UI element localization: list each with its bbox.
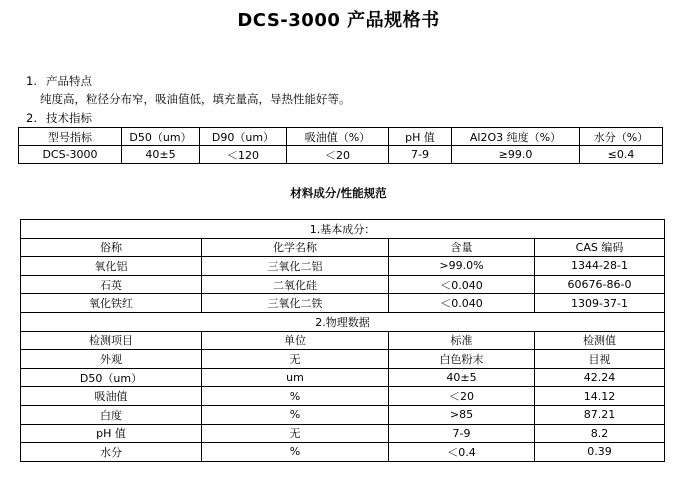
header-cell: 标准: [389, 331, 535, 350]
header-cell: 检测项目: [21, 331, 202, 350]
table-cell: DCS-3000: [19, 146, 122, 164]
table-row: [21, 424, 665, 443]
section-title: 技术指标: [46, 111, 92, 125]
header-cell: 吸油值（%）: [287, 128, 389, 146]
table-cell: %: [202, 443, 389, 462]
table-cell: 60676-86-0: [535, 275, 665, 294]
section-number: 2.: [26, 111, 37, 125]
table-cell: 无: [202, 424, 389, 443]
table-cell: D50（um）: [21, 368, 202, 387]
table-cell: 石英: [21, 275, 202, 294]
table-cell: >99.0%: [389, 257, 535, 276]
section-features-heading: [26, 74, 92, 88]
table-cell: 氧化铝: [21, 257, 202, 276]
table-row: [21, 405, 665, 424]
table-cell: 白色粉末: [389, 350, 535, 369]
section-specs-heading: [26, 111, 92, 125]
section-title-row: [21, 312, 665, 331]
table-cell: 14.12: [535, 387, 665, 406]
table-cell: 87.21: [535, 405, 665, 424]
header-cell: 俗称: [21, 238, 202, 257]
table-cell: ＜120: [200, 146, 287, 164]
table-row: [21, 387, 665, 406]
table-cell: 0.39: [535, 443, 665, 462]
table-header-row: [19, 128, 663, 146]
table-header-row: [21, 238, 665, 257]
table-cell: ＜20: [287, 146, 389, 164]
table-cell: 三氧化二铁: [202, 294, 389, 313]
table-cell: >85: [389, 405, 535, 424]
table-row: [21, 275, 665, 294]
spec-table: [18, 127, 663, 164]
table-cell: ≥99.0: [452, 146, 580, 164]
table-cell: 8.2: [535, 424, 665, 443]
table-row: [21, 368, 665, 387]
header-cell: 水分（%）: [580, 128, 663, 146]
features-description: 纯度高，粒径分布窄，吸油值低，填充量高，导热性能好等。: [40, 92, 351, 106]
table-cell: 外观: [21, 350, 202, 369]
table-cell: um: [202, 368, 389, 387]
physical-data-title: 2.物理数据: [21, 312, 665, 331]
table-cell: %: [202, 387, 389, 406]
material-section-title: 材料成分/性能规范: [290, 186, 387, 200]
header-cell: 化学名称: [202, 238, 389, 257]
header-cell: D90（um）: [200, 128, 287, 146]
table-cell: 无: [202, 350, 389, 369]
table-row: [21, 257, 665, 276]
table-cell: 二氧化硅: [202, 275, 389, 294]
table-cell: %: [202, 405, 389, 424]
table-cell: 氧化铁红: [21, 294, 202, 313]
table-cell: ＜0.040: [389, 294, 535, 313]
table-cell: 水分: [21, 443, 202, 462]
table-cell: 40±5: [389, 368, 535, 387]
table-cell: 1309-37-1: [535, 294, 665, 313]
table-row: [21, 294, 665, 313]
section-title: 产品特点: [46, 74, 92, 88]
table-cell: 白度: [21, 405, 202, 424]
section-number: 1.: [26, 74, 37, 88]
page-title: DCS-3000 产品规格书: [237, 10, 440, 31]
header-cell: 型号指标: [19, 128, 122, 146]
table-row: [19, 146, 663, 164]
header-cell: pH 值: [389, 128, 452, 146]
header-cell: D50（um）: [122, 128, 200, 146]
table-cell: 1344-28-1: [535, 257, 665, 276]
table-cell: ＜0.040: [389, 275, 535, 294]
table-cell: 40±5: [122, 146, 200, 164]
table-cell: 7-9: [389, 146, 452, 164]
section-title-row: [21, 220, 665, 239]
table-cell: 吸油值: [21, 387, 202, 406]
table-cell: ≤0.4: [580, 146, 663, 164]
table-header-row: [21, 331, 665, 350]
table-cell: 目视: [535, 350, 665, 369]
header-cell: 检测值: [535, 331, 665, 350]
material-table: [20, 219, 665, 462]
header-cell: 单位: [202, 331, 389, 350]
table-row: [21, 443, 665, 462]
table-cell: 42.24: [535, 368, 665, 387]
header-cell: Al2O3 纯度（%）: [452, 128, 580, 146]
table-cell: ＜20: [389, 387, 535, 406]
table-cell: pH 值: [21, 424, 202, 443]
basic-composition-title: 1.基本成分：: [21, 220, 665, 239]
table-cell: 7-9: [389, 424, 535, 443]
table-cell: ＜0.4: [389, 443, 535, 462]
header-cell: CAS 编码: [535, 238, 665, 257]
header-cell: 含量: [389, 238, 535, 257]
table-row: [21, 350, 665, 369]
table-cell: 三氧化二铝: [202, 257, 389, 276]
